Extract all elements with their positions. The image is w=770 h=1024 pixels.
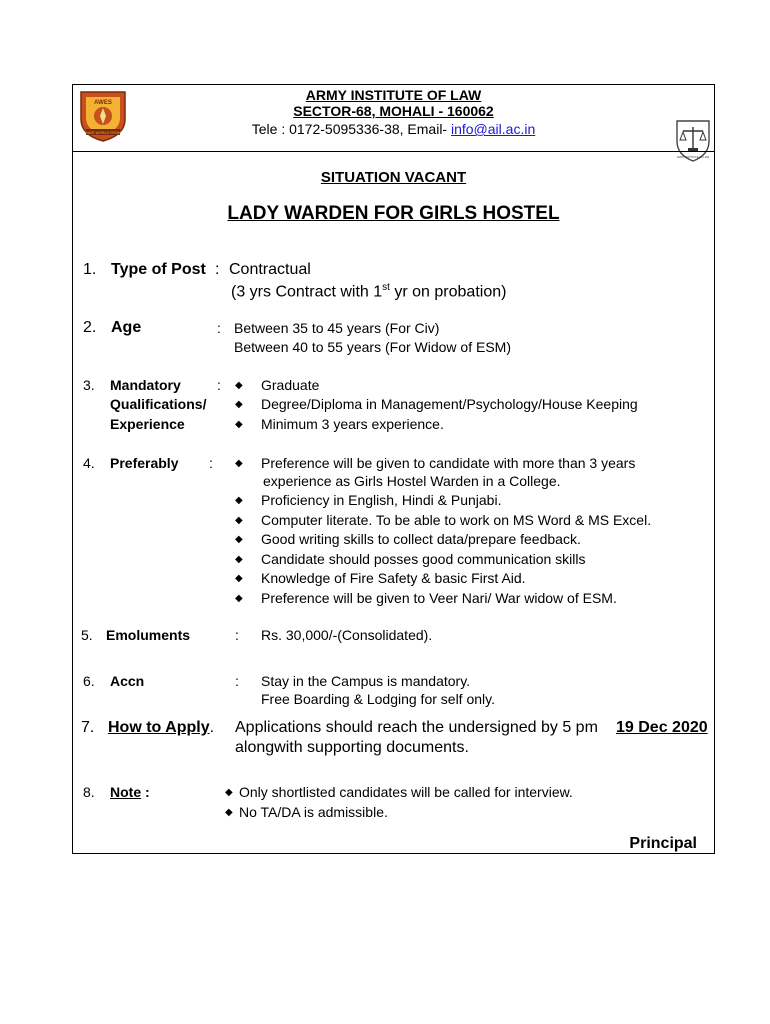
item-number: 5.	[81, 627, 93, 643]
diamond-bullet-icon: ◆	[235, 458, 243, 469]
experience-label: Experience	[110, 416, 185, 432]
type-of-post-label: Type of Post	[111, 261, 206, 278]
list-item: Preference will be given to Veer Nari/ War widow of ESM.	[261, 590, 617, 606]
note-item: Only shortlisted candidates will be called for interview.	[239, 784, 573, 800]
how-to-apply-line2: alongwith supporting documents.	[235, 739, 469, 756]
age-civ: Between 35 to 45 years (For Civ)	[234, 320, 440, 336]
list-item: Candidate should posses good communication skills	[261, 551, 586, 567]
list-item: Proficiency in English, Hindi & Punjabi.	[261, 492, 502, 508]
diamond-bullet-icon: ◆	[235, 419, 243, 430]
qualifications-label: Qualifications/	[110, 396, 207, 412]
deadline-date: 19 Dec 2020	[616, 719, 708, 736]
colon: :	[209, 455, 213, 471]
item-number: 6.	[83, 673, 95, 689]
list-item: Good writing skills to collect data/prepare feedback.	[261, 531, 581, 547]
institute-address: SECTOR-68, MOHALI - 160062	[293, 103, 494, 119]
signatory: Principal	[629, 835, 697, 852]
colon: :	[235, 627, 239, 643]
diamond-bullet-icon: ◆	[225, 787, 233, 798]
diamond-bullet-icon: ◆	[225, 807, 233, 818]
age-label: Age	[111, 319, 142, 336]
diamond-bullet-icon: ◆	[235, 495, 243, 506]
colon: :	[217, 377, 221, 393]
header-divider	[73, 151, 714, 152]
item-number: 3.	[83, 377, 95, 393]
diamond-bullet-icon: ◆	[235, 399, 243, 410]
diamond-bullet-icon: ◆	[235, 593, 243, 604]
note-label: Note :	[110, 784, 150, 800]
diamond-bullet-icon: ◆	[235, 534, 243, 545]
list-item: Minimum 3 years experience.	[261, 416, 444, 432]
diamond-bullet-icon: ◆	[235, 380, 243, 391]
diamond-bullet-icon: ◆	[235, 573, 243, 584]
list-item-continuation: experience as Girls Hostel Warden in a College.	[263, 473, 561, 489]
diamond-bullet-icon: ◆	[235, 554, 243, 565]
item-number: 7.	[81, 719, 95, 736]
how-to-apply-line1: Applications should reach the undersigned by 5 pm	[235, 719, 598, 736]
contact-line	[73, 121, 714, 137]
age-esm-widow: Between 40 to 55 years (For Widow of ESM)	[234, 339, 511, 355]
colon: :	[217, 320, 221, 336]
item-number: 1.	[83, 261, 97, 278]
type-of-post-detail: (3 yrs Contract with 1st yr on probation)	[231, 282, 507, 301]
page-title: LADY WARDEN FOR GIRLS HOSTEL	[227, 203, 560, 224]
logo-banner: SAVE WORLD FROM	[85, 131, 121, 135]
item-number: 2.	[83, 319, 97, 336]
item-number: 4.	[83, 455, 95, 471]
list-item: Knowledge of Fire Safety & basic First Aid.	[261, 570, 526, 586]
situation-vacant-heading: SITUATION VACANT	[320, 169, 467, 186]
accn-line1: Stay in the Campus is mandatory.	[261, 673, 471, 689]
emblem-text: ARMY INSTITUTE OF LAW	[676, 156, 710, 159]
tele-text: Tele : 0172-5095336-38, Email-	[251, 121, 451, 137]
list-item: Preference will be given to candidate with more than 3 years	[261, 455, 636, 471]
type-of-post-value: Contractual	[229, 261, 311, 278]
accn-line2: Free Boarding & Lodging for self only.	[261, 691, 495, 707]
email-link[interactable]: info@ail.ac.in	[450, 121, 536, 137]
notice-document	[72, 84, 715, 854]
list-item: Computer literate. To be able to work on MS Word & MS Excel.	[261, 512, 652, 528]
list-item: Degree/Diploma in Management/Psychology/House Keeping	[261, 396, 638, 412]
how-to-apply-label: How to Apply.	[108, 719, 215, 736]
item-number: 8.	[83, 784, 95, 800]
mandatory-label: Mandatory	[110, 377, 181, 393]
emoluments-label: Emoluments	[106, 627, 191, 643]
accn-label: Accn	[110, 673, 145, 689]
list-item: Graduate	[261, 377, 320, 393]
colon: :	[215, 261, 220, 278]
preferably-label: Preferably	[110, 455, 179, 471]
emoluments-value: Rs. 30,000/-(Consolidated).	[261, 627, 433, 643]
institute-name: ARMY INSTITUTE OF LAW	[305, 87, 482, 103]
diamond-bullet-icon: ◆	[235, 515, 243, 526]
colon: :	[235, 673, 239, 689]
note-item: No TA/DA is admissible.	[239, 804, 388, 820]
logo-text: AWES	[94, 100, 112, 106]
